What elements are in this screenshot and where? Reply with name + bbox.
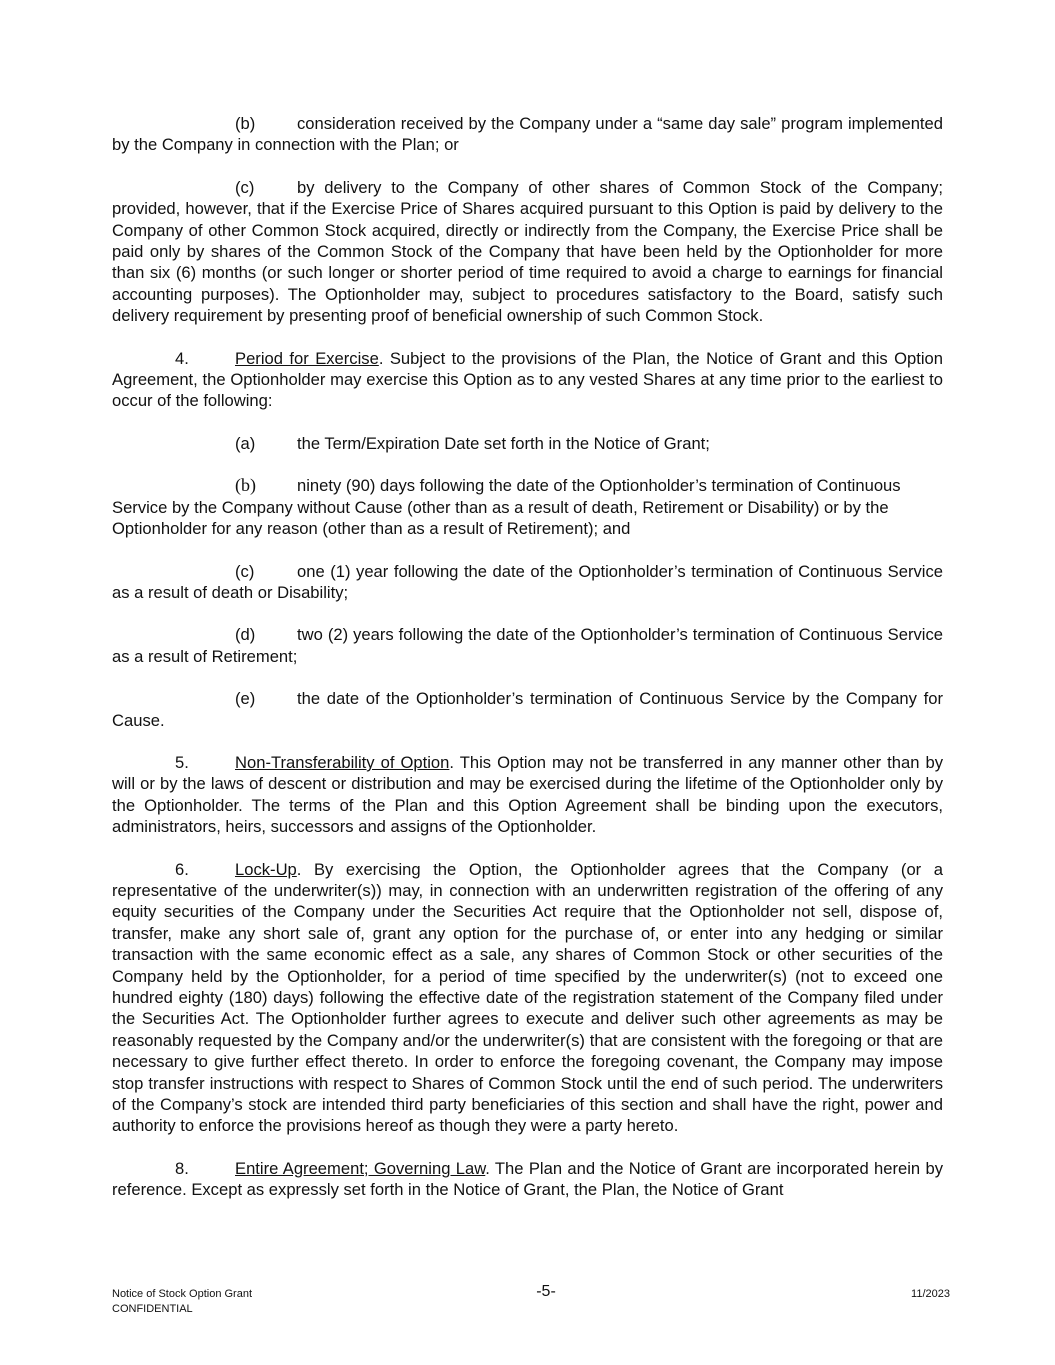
- paragraph-text: two (2) years following the date of the Optionholder’s termination of Continuous Service as a result of Retirement;: [112, 625, 943, 666]
- section-heading: Entire Agreement; Governing Law: [235, 1158, 486, 1178]
- section-6-lock-up: [112, 859, 943, 1137]
- section-8-entire-agreement: [112, 1158, 943, 1201]
- section-heading: Period for Exercise: [235, 348, 379, 368]
- section-text: . Subject to the provisions of the Plan, the Notice of Grant and this Option Agreement, the Optionholder may exercise this Option as to any vested Shares at any time prior to the earliest to occur of the following:: [112, 348, 943, 411]
- paragraph-b-same-day-sale: [112, 113, 943, 156]
- section-text: . The Plan and the Notice of Grant are incorporated herein by reference. Except as expressly set forth in the Notice of Grant, the Plan, the Notice of Grant: [112, 1158, 943, 1200]
- section-5-non-transferability: [112, 752, 943, 838]
- section-text: . This Option may not be transferred in any manner other than by will or by the laws of descent or distribution and may be exercised during the lifetime of the Optionholder only by the Optionholder. The terms of the Plan and this Option Agreement shall be binding upon the executors, administrators, heirs, successors and assigns of the Optionholder.: [112, 752, 943, 837]
- document-body: [112, 113, 943, 1222]
- paragraph-label: (b): [235, 114, 256, 133]
- section-heading: Non-Transferability of Option: [235, 752, 450, 772]
- paragraph-c-one-year: [112, 561, 943, 604]
- paragraph-label: (a): [235, 433, 256, 453]
- paragraph-d-two-years: [112, 624, 943, 667]
- paragraph-label: (c): [235, 561, 255, 581]
- paragraph-b-ninety-days: [112, 475, 943, 539]
- paragraph-text: ninety (90) days following the date of the Optionholder’s termination of Continuous Service by the Company without Cause (other than as a result of death, Retirement or Disability) or by the Optionholder for any reason (other than as a result of Retirement); and: [112, 476, 901, 539]
- section-number: 6.: [175, 859, 189, 879]
- paragraph-text: consideration received by the Company under a “same day sale” program implemented by the Company in connection with the Plan; or: [112, 114, 943, 155]
- section-number: 5.: [175, 752, 189, 772]
- paragraph-text: by delivery to the Company of other shares of Common Stock of the Company; provided, however, that if the Exercise Price of Shares acquired pursuant to this Option is paid by delivery to the Company of other Common Stock acquired, directly or indirectly from the Company, the Exercise Price shall be paid only by shares of the Common Stock of the Company that have been held by the Optionholder for more than six (6) months (or such longer or shorter period of time required to avoid a charge to earnings for financial accounting purposes). The Optionholder may, subject to procedures satisfactory to the Board, satisfy such delivery requirement by presenting proof of beneficial ownership of such Common Stock.: [112, 177, 943, 326]
- paragraph-label: (c): [235, 177, 255, 197]
- footer-document-title: Notice of Stock Option Grant: [112, 1288, 253, 1300]
- section-text: . By exercising the Option, the Optionholder agrees that the Company (or a representative of the underwriter(s)) may, in connection with an underwritten registration of the offering of any equity securities of the Company under the Securities Act require that the Optionholder not sell, dispose of, transfer, make any short sale of, grant any option for the purchase of, or enter into any hedging or similar transaction with the same economic effect as a sale, any shares of Common Stock or other securities of the Company held by the Optionholder, for a period of time specified by the underwriter(s) (not to exceed one hundred eighty (180) days) following the effective date of the registration statement of the Company filed under the Securities Act. The Optionholder further agrees to execute and deliver such other agreements as may be reasonably requested by the Company and/or the underwriter(s) that are consistent with the foregoing or that are necessary to give further effect thereto. In order to enforce the foregoing covenant, the Company may impose stop transfer instructions with respect to Shares of Common Stock until the end of such period. The underwriters of the Company’s stock are intended third party beneficiaries of this section and shall have the right, power and authority to enforce the provisions hereof as though they were a party hereto.: [112, 859, 943, 1136]
- paragraph-c-delivery-of-shares: [112, 177, 943, 327]
- paragraph-a-term-expiration: [112, 433, 943, 454]
- paragraph-text: one (1) year following the date of the Optionholder’s termination of Continuous Service as a result of death or Disability;: [112, 561, 943, 602]
- paragraph-label: (e): [235, 689, 256, 709]
- paragraph-text: the Term/Expiration Date set forth in the Notice of Grant;: [297, 433, 710, 453]
- section-heading: Lock-Up: [235, 859, 297, 879]
- paragraph-text: the date of the Optionholder’s termination of Continuous Service by the Company for Cause.: [112, 689, 943, 730]
- section-number: 8.: [175, 1158, 189, 1178]
- paragraph-label: (d): [235, 625, 256, 645]
- footer-page-number: -5-: [536, 1283, 556, 1300]
- footer-confidential-label: CONFIDENTIAL: [112, 1302, 193, 1315]
- paragraph-label: (b): [235, 475, 256, 496]
- paragraph-e-for-cause: [112, 688, 943, 731]
- section-number: 4.: [175, 348, 189, 368]
- section-4-period-for-exercise: [112, 348, 943, 412]
- footer-date: 11/2023: [911, 1288, 950, 1300]
